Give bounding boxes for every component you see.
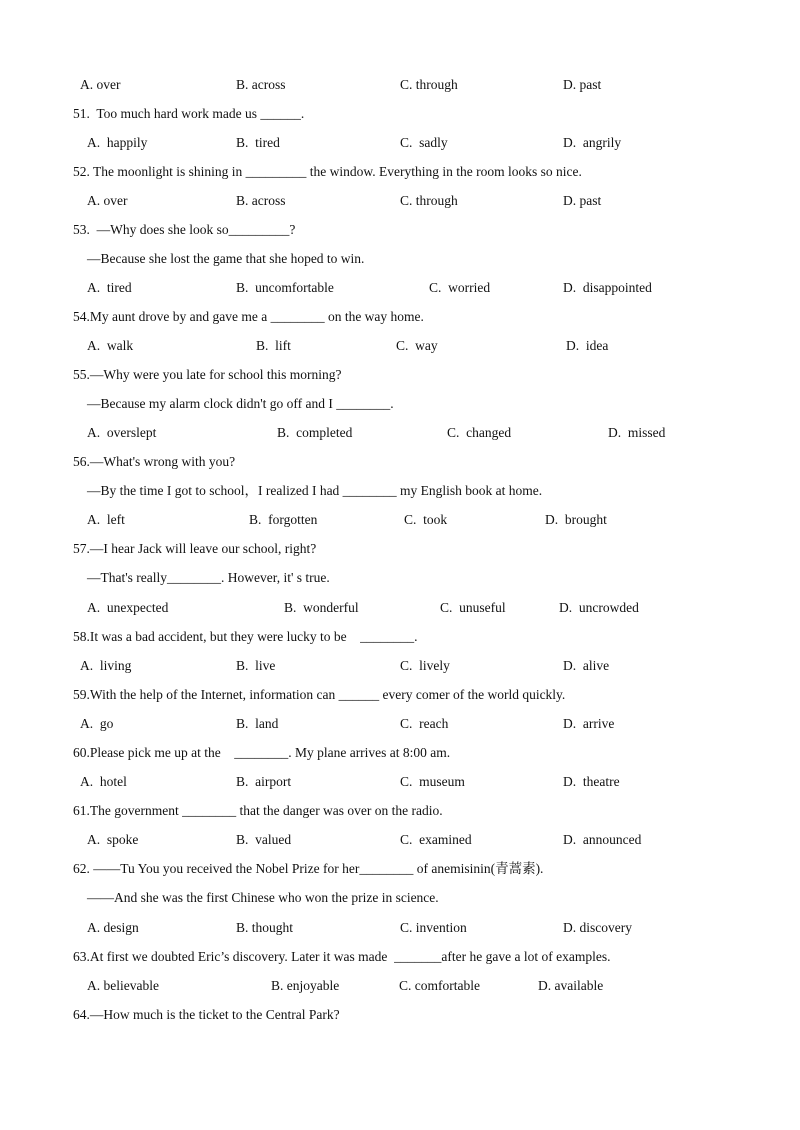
option-b: B. completed [277, 425, 353, 440]
question-57: 57.—I hear Jack will leave our school, right? [73, 541, 317, 556]
option-c: C. sadly [400, 135, 448, 150]
option-c: C. took [404, 512, 448, 527]
option-b: B. land [236, 716, 279, 731]
option-a: A. happily [87, 135, 148, 150]
option-d: D. alive [563, 658, 610, 673]
option-d: D. brought [545, 512, 607, 527]
option-b: B. thought [236, 920, 294, 935]
option-d: D. past [563, 193, 602, 208]
option-a: A. over [87, 193, 128, 208]
question-59: 59.With the help of the Internet, information can ______ every comer of the world quickly. [73, 687, 566, 702]
option-b: B. across [236, 193, 286, 208]
option-a: A. tired [87, 280, 132, 295]
option-d: D. discovery [563, 920, 632, 935]
question-62: 62. ——Tu You you received the Nobel Prize for her________ of anemisinin(青蒿素). [73, 861, 544, 876]
option-b: B. lift [256, 338, 291, 353]
question-52: 52. The moonlight is shining in _________ the window. Everything in the room looks so nice. [73, 164, 582, 179]
option-b: B. airport [236, 774, 292, 789]
option-d: D. past [563, 77, 602, 92]
question-55: 55.—Why were you late for school this morning? [73, 367, 342, 382]
option-a: A. hotel [80, 774, 127, 789]
option-d: D. theatre [563, 774, 620, 789]
option-b: B. enjoyable [271, 978, 340, 993]
option-b: B. live [236, 658, 276, 673]
option-d: D. arrive [563, 716, 615, 731]
option-c: C. examined [400, 832, 472, 847]
option-b: B. wonderful [284, 600, 359, 615]
option-c: C. reach [400, 716, 449, 731]
option-c: C. through [400, 193, 458, 208]
option-c: C. museum [400, 774, 465, 789]
question-64: 64.—How much is the ticket to the Central Park? [73, 1007, 340, 1022]
option-a: A. spoke [87, 832, 139, 847]
option-c: C. comfortable [399, 978, 480, 993]
question-56-response: —By the time I got to school，I realized I had ________ my English book at home. [87, 483, 543, 498]
question-57-response: —That's really________. However, it' s true. [87, 570, 330, 585]
option-a: A. overslept [87, 425, 157, 440]
option-c: C. invention [400, 920, 467, 935]
question-60: 60.Please pick me up at the ________. My plane arrives at 8:00 am. [73, 745, 451, 760]
option-a: A. over [80, 77, 121, 92]
option-a: A. go [80, 716, 114, 731]
option-d: D. idea [566, 338, 609, 353]
option-a: A. believable [87, 978, 159, 993]
question-53-response: —Because she lost the game that she hoped to win. [87, 251, 365, 266]
question-54: 54.My aunt drove by and gave me a ________ on the way home. [73, 309, 424, 324]
question-55-response: —Because my alarm clock didn't go off and I ________. [87, 396, 394, 411]
option-d: D. available [538, 978, 604, 993]
option-b: B. valued [236, 832, 292, 847]
option-a: A. left [87, 512, 125, 527]
option-b: B. across [236, 77, 286, 92]
option-a: A. unexpected [87, 600, 169, 615]
option-a: A. walk [87, 338, 134, 353]
option-c: C. unuseful [440, 600, 506, 615]
question-53: 53. —Why does she look so_________? [73, 222, 296, 237]
question-51: 51. Too much hard work made us ______. [73, 106, 305, 121]
option-d: D. angrily [563, 135, 622, 150]
option-c: C. through [400, 77, 458, 92]
question-63: 63.At first we doubted Eric’s discovery. Later it was made _______after he gave a lot of examples. [73, 949, 611, 964]
question-58: 58.It was a bad accident, but they were lucky to be ________. [73, 629, 418, 644]
option-c: C. changed [447, 425, 512, 440]
option-b: B. uncomfortable [236, 280, 334, 295]
question-56: 56.—What's wrong with you? [73, 454, 236, 469]
option-b: B. forgotten [249, 512, 318, 527]
option-c: C. worried [429, 280, 491, 295]
option-a: A. design [87, 920, 139, 935]
option-c: C. way [396, 338, 438, 353]
option-d: D. announced [563, 832, 642, 847]
question-61: 61.The government ________ that the danger was over on the radio. [73, 803, 443, 818]
option-c: C. lively [400, 658, 450, 673]
option-d: D. missed [608, 425, 666, 440]
option-d: D. disappointed [563, 280, 652, 295]
option-b: B. tired [236, 135, 280, 150]
option-a: A. living [80, 658, 132, 673]
question-62-response: ——And she was the first Chinese who won the prize in science. [87, 890, 439, 905]
option-d: D. uncrowded [559, 600, 639, 615]
